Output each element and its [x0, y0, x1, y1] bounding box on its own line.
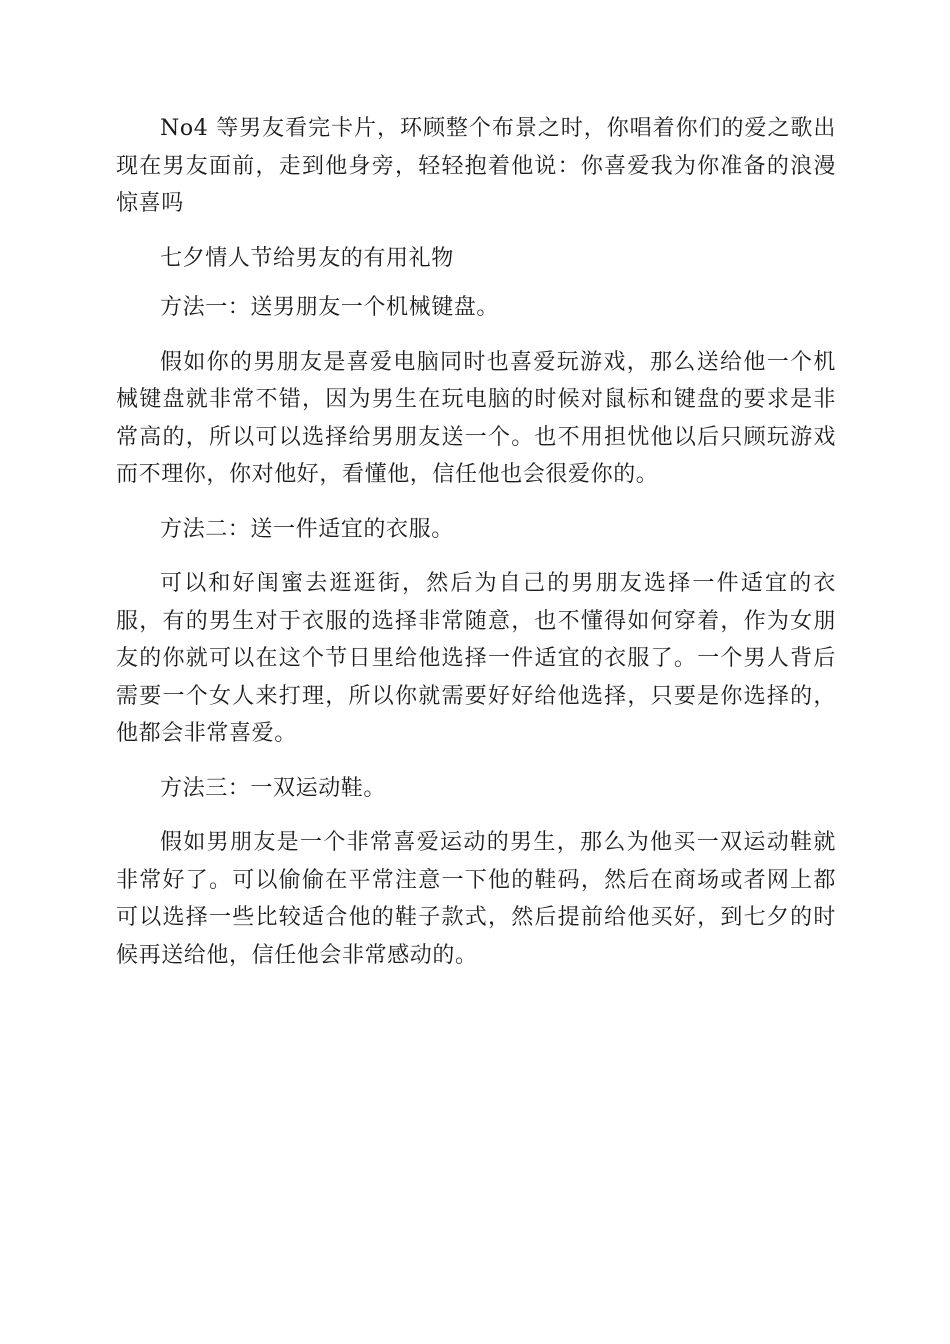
paragraph-keyboard: 假如你的男朋友是喜爱电脑同时也喜爱玩游戏，那么送给他一个机械键盘就非常不错，因为男生在玩电脑的时候对鼠标和键盘的要求是非常高的，所以可以选择给男朋友送一个。也不用担忧他以后只顾玩游戏而不理你，你对他好，看懂他，信任他也会很爱你的。	[116, 349, 836, 487]
method-three-heading: 方法三：一双运动鞋。	[160, 775, 387, 801]
paragraph-surprise: No4 等男友看完卡片，环顾整个布景之时，你唱着你们的爱之歌出现在男友面前，走到他身旁，轻轻抱着他说：你喜爱我为你准备的浪漫惊喜吗	[116, 116, 836, 216]
section-heading-gifts: 七夕情人节给男友的有用礼物	[160, 245, 454, 271]
method-one-heading: 方法一：送男朋友一个机械键盘。	[160, 295, 500, 320]
paragraph-clothes: 可以和好闺蜜去逛逛街，然后为自己的男朋友选择一件适宜的衣服，有的男生对于衣服的选择非常随意，也不懂得如何穿着，作为女朋友的你就可以在这个节日里给他选择一件适宜的衣服了。一个男人背后需要一个女人来打理，所以你就需要好好给他选择，只要是你选择的，他都会非常喜爱。	[116, 571, 836, 746]
document-body	[116, 110, 836, 974]
method-two-heading: 方法二：送一件适宜的衣服。	[160, 516, 454, 542]
paragraph-shoes: 假如男朋友是一个非常喜爱运动的男生，那么为他买一双运动鞋就非常好了。可以偷偷在平常注意一下他的鞋码，然后在商场或者网上都可以选择一些比较适合他的鞋子款式，然后提前给他买好，到七夕的时候再送给他，信任他会非常感动的。	[116, 830, 836, 968]
